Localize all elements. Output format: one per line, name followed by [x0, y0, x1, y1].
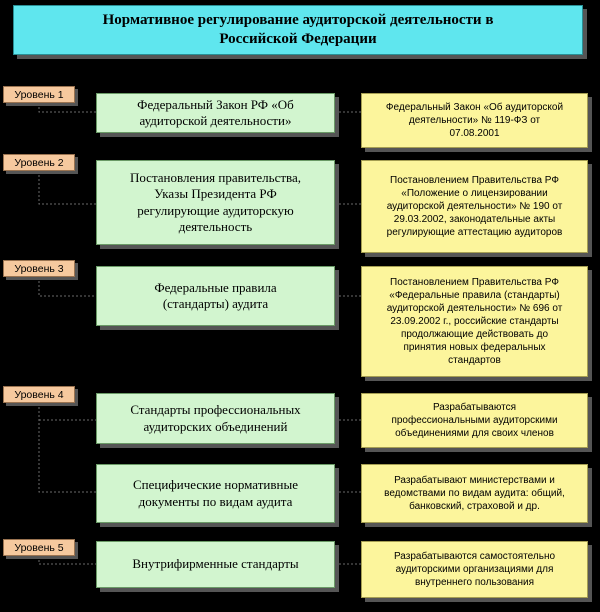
level-3-main-text: Федеральные правила (стандарты) аудита: [154, 279, 277, 311]
level-2-main-text: Постановления правительства, Указы Президента РФ регулирующие аудиторскую деятельность: [129, 169, 302, 234]
level-5-main-box: [96, 541, 335, 588]
level-4-note-text-professional: Разрабатываются профессиональными аудиторскими объединениями для своих членов: [391, 402, 558, 439]
level-4-note-box-professional: [361, 393, 588, 448]
level-3-main-box: [96, 266, 335, 326]
level-5-note-text: Разрабатываются самостоятельно аудиторскими организациями для внутреннего пользования: [393, 551, 556, 588]
level-4-note-box-specific: [361, 464, 588, 523]
level-4-main-text-professional: Стандарты профессиональных аудиторских объединений: [130, 402, 301, 434]
level-3-note-text: Постановлением Правительства РФ «Федеральные правила (стандарты) аудиторской деятельности» № 696 от 23.09.2002 г., российские стандарты продолжающие действовать до принятия новых федеральных стандартов: [386, 277, 563, 366]
level-5-main-text: Внутрифирменные стандарты: [132, 556, 299, 572]
level-3-note-box: [361, 266, 588, 377]
level-1-badge: Уровень 1: [3, 86, 75, 103]
level-2-note-box: [361, 160, 588, 253]
level-2-main-box: [96, 160, 335, 245]
level-1-note-box: [361, 93, 588, 148]
page-title: Нормативное регулирование аудиторской деятельности в Российской Федерации: [13, 5, 583, 55]
level-1-note-text: Федеральный Закон «Об аудиторской деятельности» № 119-ФЗ от 07.08.2001: [385, 102, 564, 139]
level-5-badge: Уровень 5: [3, 539, 75, 556]
level-1-main-text: Федеральный Закон РФ «Об аудиторской деятельности»: [137, 96, 294, 128]
level-4-badge: Уровень 4: [3, 386, 75, 403]
level-2-badge: Уровень 2: [3, 154, 75, 171]
level-2-note-text: Постановлением Правительства РФ «Положение о лицензировании аудиторской деятельности» № 190 от 29.03.2002, законодательные акты регулирующие аттестацию аудиторов: [386, 175, 563, 238]
level-4-main-box-professional: [96, 393, 335, 444]
level-1-main-box: [96, 93, 335, 133]
level-3-badge: Уровень 3: [3, 260, 75, 277]
level-4-note-text-specific: Разрабатывают министерствами и ведомствами по видам аудита: общий, банковский, страховой и др.: [384, 475, 565, 512]
level-4-main-text-specific: Специфические нормативные документы по видам аудита: [133, 477, 298, 509]
level-4-main-box-specific: [96, 464, 335, 523]
level-5-note-box: [361, 541, 588, 598]
